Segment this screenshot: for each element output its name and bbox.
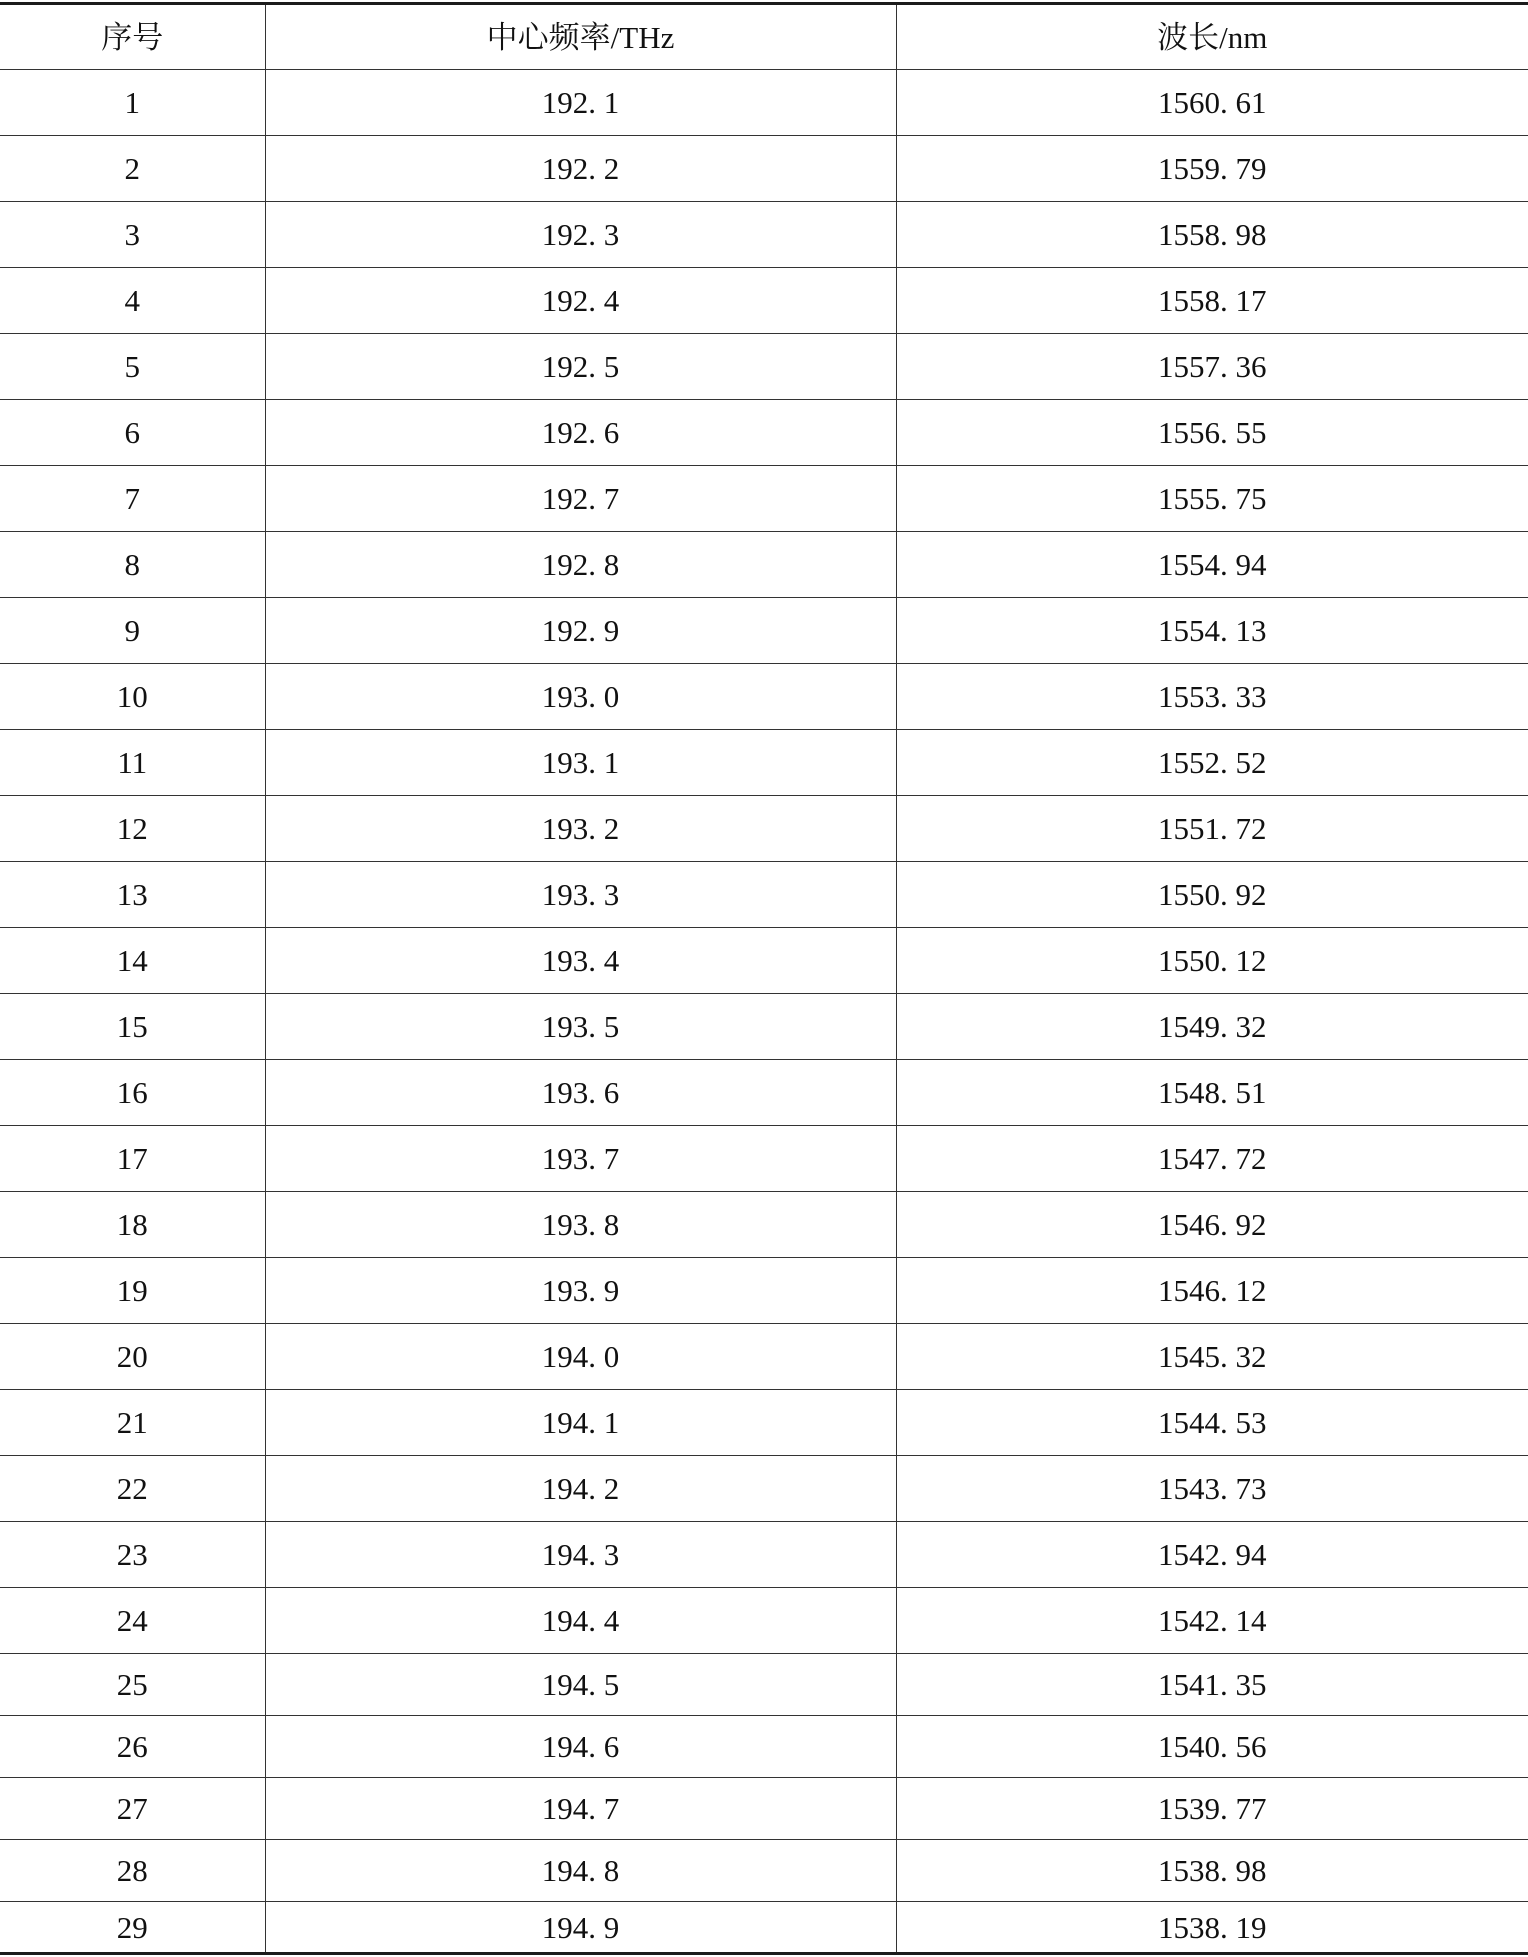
index-cell: 22	[0, 1456, 265, 1522]
index-cell: 9	[0, 598, 265, 664]
wavelength-cell: 1538. 98	[896, 1840, 1528, 1902]
table-row	[0, 334, 1528, 400]
center-frequency-cell: 192. 2	[265, 136, 896, 202]
wavelength-cell: 1554. 94	[896, 532, 1528, 598]
center-frequency-cell: 193. 1	[265, 730, 896, 796]
header-center-frequency: 中心频率/THz	[265, 4, 896, 70]
center-frequency-cell: 194. 2	[265, 1456, 896, 1522]
center-frequency-cell: 193. 5	[265, 994, 896, 1060]
wavelength-cell: 1539. 77	[896, 1778, 1528, 1840]
index-cell: 21	[0, 1390, 265, 1456]
index-cell: 13	[0, 862, 265, 928]
center-frequency-cell: 194. 8	[265, 1840, 896, 1902]
index-cell: 12	[0, 796, 265, 862]
wavelength-cell: 1560. 61	[896, 70, 1528, 136]
wavelength-cell: 1547. 72	[896, 1126, 1528, 1192]
center-frequency-cell: 192. 1	[265, 70, 896, 136]
center-frequency-cell: 194. 3	[265, 1522, 896, 1588]
center-frequency-cell: 192. 7	[265, 466, 896, 532]
wavelength-cell: 1559. 79	[896, 136, 1528, 202]
wavelength-cell: 1556. 55	[896, 400, 1528, 466]
index-cell: 23	[0, 1522, 265, 1588]
table-row	[0, 1522, 1528, 1588]
center-frequency-cell: 193. 7	[265, 1126, 896, 1192]
table-row	[0, 1840, 1528, 1902]
table-row	[0, 1126, 1528, 1192]
index-cell: 2	[0, 136, 265, 202]
index-cell: 19	[0, 1258, 265, 1324]
wavelength-cell: 1542. 14	[896, 1588, 1528, 1654]
table-row	[0, 928, 1528, 994]
wavelength-cell: 1555. 75	[896, 466, 1528, 532]
center-frequency-cell: 193. 8	[265, 1192, 896, 1258]
wavelength-cell: 1550. 12	[896, 928, 1528, 994]
index-cell: 3	[0, 202, 265, 268]
header-row	[0, 4, 1528, 70]
table-row	[0, 1588, 1528, 1654]
center-frequency-cell: 194. 4	[265, 1588, 896, 1654]
header-index: 序号	[0, 4, 265, 70]
center-frequency-cell: 192. 8	[265, 532, 896, 598]
table-row	[0, 1778, 1528, 1840]
wavelength-cell: 1554. 13	[896, 598, 1528, 664]
table-row	[0, 1060, 1528, 1126]
table-row	[0, 268, 1528, 334]
table-row	[0, 994, 1528, 1060]
index-cell: 5	[0, 334, 265, 400]
wavelength-cell: 1552. 52	[896, 730, 1528, 796]
index-cell: 16	[0, 1060, 265, 1126]
wavelength-cell: 1557. 36	[896, 334, 1528, 400]
index-cell: 1	[0, 70, 265, 136]
index-cell: 26	[0, 1716, 265, 1778]
table-header	[0, 4, 1528, 70]
center-frequency-cell: 192. 3	[265, 202, 896, 268]
wavelength-cell: 1540. 56	[896, 1716, 1528, 1778]
wavelength-cell: 1544. 53	[896, 1390, 1528, 1456]
center-frequency-cell: 194. 0	[265, 1324, 896, 1390]
wavelength-cell: 1558. 17	[896, 268, 1528, 334]
wavelength-cell: 1538. 19	[896, 1902, 1528, 1954]
center-frequency-cell: 193. 4	[265, 928, 896, 994]
table-row	[0, 136, 1528, 202]
center-frequency-cell: 194. 1	[265, 1390, 896, 1456]
index-cell: 11	[0, 730, 265, 796]
table-row	[0, 664, 1528, 730]
center-frequency-cell: 193. 3	[265, 862, 896, 928]
index-cell: 28	[0, 1840, 265, 1902]
table-row	[0, 70, 1528, 136]
center-frequency-cell: 193. 0	[265, 664, 896, 730]
center-frequency-cell: 194. 6	[265, 1716, 896, 1778]
table-body	[0, 70, 1528, 1954]
index-cell: 4	[0, 268, 265, 334]
index-cell: 17	[0, 1126, 265, 1192]
table-row	[0, 1902, 1528, 1954]
wavelength-cell: 1543. 73	[896, 1456, 1528, 1522]
table-row	[0, 532, 1528, 598]
center-frequency-cell: 192. 5	[265, 334, 896, 400]
table-row	[0, 1324, 1528, 1390]
wavelength-cell: 1548. 51	[896, 1060, 1528, 1126]
index-cell: 24	[0, 1588, 265, 1654]
center-frequency-cell: 192. 6	[265, 400, 896, 466]
table-row	[0, 202, 1528, 268]
index-cell: 20	[0, 1324, 265, 1390]
center-frequency-cell: 192. 9	[265, 598, 896, 664]
wavelength-cell: 1553. 33	[896, 664, 1528, 730]
center-frequency-cell: 194. 9	[265, 1902, 896, 1954]
index-cell: 15	[0, 994, 265, 1060]
center-frequency-cell: 192. 4	[265, 268, 896, 334]
table-row	[0, 466, 1528, 532]
index-cell: 14	[0, 928, 265, 994]
center-frequency-cell: 194. 5	[265, 1654, 896, 1716]
wavelength-cell: 1551. 72	[896, 796, 1528, 862]
table-row	[0, 1716, 1528, 1778]
table-row	[0, 400, 1528, 466]
index-cell: 29	[0, 1902, 265, 1954]
table-row	[0, 1456, 1528, 1522]
index-cell: 7	[0, 466, 265, 532]
index-cell: 18	[0, 1192, 265, 1258]
table-row	[0, 1192, 1528, 1258]
table-row	[0, 598, 1528, 664]
index-cell: 27	[0, 1778, 265, 1840]
table-row	[0, 730, 1528, 796]
center-frequency-cell: 194. 7	[265, 1778, 896, 1840]
wavelength-cell: 1545. 32	[896, 1324, 1528, 1390]
index-cell: 25	[0, 1654, 265, 1716]
center-frequency-cell: 193. 2	[265, 796, 896, 862]
wavelength-cell: 1542. 94	[896, 1522, 1528, 1588]
index-cell: 10	[0, 664, 265, 730]
wavelength-cell: 1541. 35	[896, 1654, 1528, 1716]
wavelength-cell: 1550. 92	[896, 862, 1528, 928]
table-row	[0, 862, 1528, 928]
index-cell: 6	[0, 400, 265, 466]
wavelength-cell: 1546. 12	[896, 1258, 1528, 1324]
wavelength-cell: 1549. 32	[896, 994, 1528, 1060]
header-wavelength: 波长/nm	[896, 4, 1528, 70]
center-frequency-cell: 193. 9	[265, 1258, 896, 1324]
wavelength-cell: 1558. 98	[896, 202, 1528, 268]
channel-wavelength-table	[0, 2, 1528, 1955]
table-row	[0, 796, 1528, 862]
table-row	[0, 1258, 1528, 1324]
center-frequency-cell: 193. 6	[265, 1060, 896, 1126]
index-cell: 8	[0, 532, 265, 598]
table-row	[0, 1654, 1528, 1716]
table-row	[0, 1390, 1528, 1456]
wavelength-cell: 1546. 92	[896, 1192, 1528, 1258]
